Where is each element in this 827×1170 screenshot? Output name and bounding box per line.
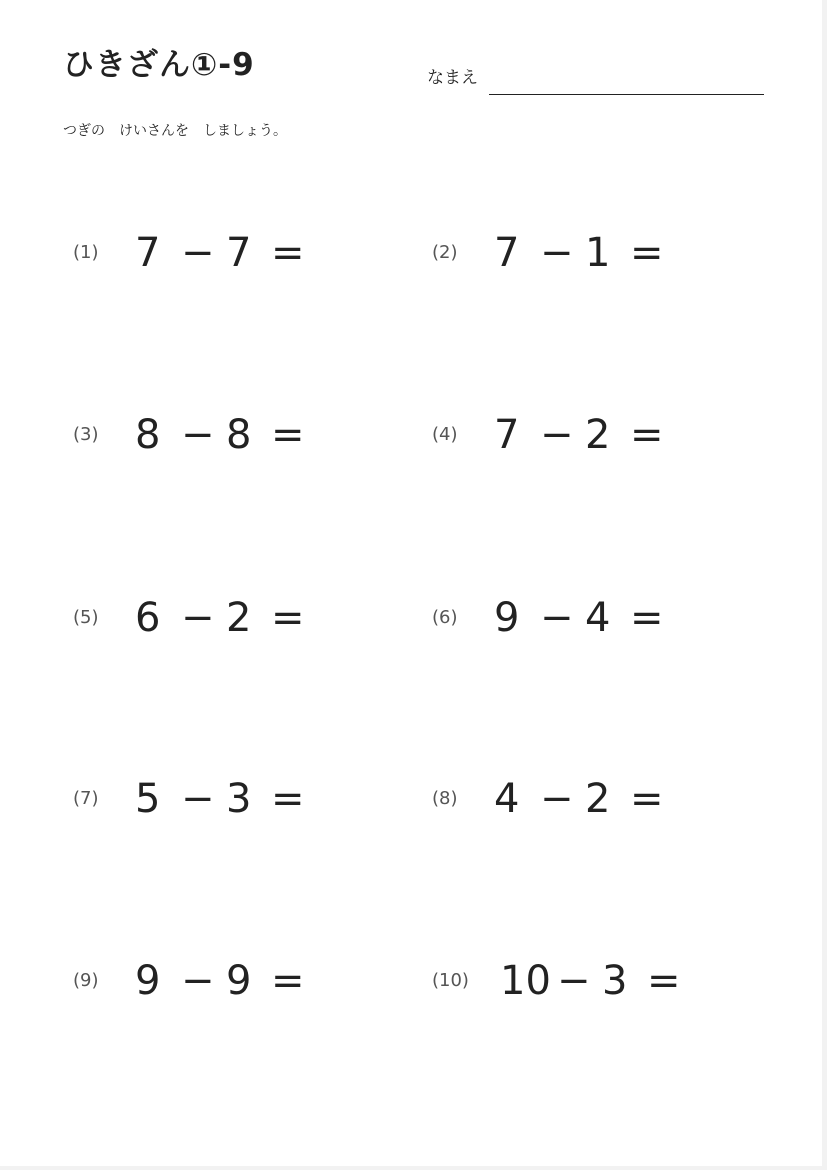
minuend: 8 [135, 412, 161, 458]
minus-sign: − [181, 595, 215, 641]
minuend: 5 [135, 776, 161, 822]
minuend: 7 [135, 230, 161, 276]
minus-sign: − [181, 412, 215, 458]
minus-sign: − [540, 776, 574, 822]
equals-sign: = [630, 776, 664, 822]
minuend: 9 [494, 595, 520, 641]
equals-sign: = [271, 958, 305, 1004]
minus-sign: − [181, 230, 215, 276]
subtrahend: 1 [585, 230, 611, 276]
problem-item [432, 412, 732, 462]
problem-number: (10) [432, 970, 469, 991]
problem-number: (6) [432, 607, 458, 628]
problem-number: (7) [73, 788, 99, 809]
problem-item [73, 958, 373, 1008]
problem-item [73, 595, 373, 645]
equals-sign: = [630, 412, 664, 458]
minus-sign: − [557, 958, 591, 1004]
subtrahend: 2 [585, 412, 611, 458]
problem-item [432, 958, 732, 1008]
minuend: 6 [135, 595, 161, 641]
problem-item [432, 230, 732, 280]
problem-number: (2) [432, 242, 458, 263]
minus-sign: − [540, 412, 574, 458]
instruction-text: つぎの けいさんを しましょう。 [63, 123, 287, 139]
minus-sign: − [181, 958, 215, 1004]
subtrahend: 3 [226, 776, 252, 822]
minuend: 7 [494, 230, 520, 276]
name-label: なまえ [427, 68, 478, 88]
equals-sign: = [271, 776, 305, 822]
minuend: 9 [135, 958, 161, 1004]
minus-sign: − [540, 595, 574, 641]
problem-number: (8) [432, 788, 458, 809]
subtrahend: 7 [226, 230, 252, 276]
subtrahend: 4 [585, 595, 611, 641]
problem-number: (9) [73, 970, 99, 991]
problem-item [432, 595, 732, 645]
minus-sign: − [540, 230, 574, 276]
minuend: 10 [500, 958, 551, 1004]
subtrahend: 9 [226, 958, 252, 1004]
problem-number: (4) [432, 424, 458, 445]
equals-sign: = [271, 412, 305, 458]
minuend: 4 [494, 776, 520, 822]
subtrahend: 2 [226, 595, 252, 641]
problem-item [73, 776, 373, 826]
equals-sign: = [630, 595, 664, 641]
subtrahend: 2 [585, 776, 611, 822]
equals-sign: = [271, 230, 305, 276]
page-title: ひきざん①-9 [63, 47, 255, 83]
problem-number: (5) [73, 607, 99, 628]
name-write-line [489, 94, 764, 95]
problem-item [73, 412, 373, 462]
problem-number: (3) [73, 424, 99, 445]
equals-sign: = [271, 595, 305, 641]
subtrahend: 3 [602, 958, 628, 1004]
minus-sign: − [181, 776, 215, 822]
problem-number: (1) [73, 242, 99, 263]
subtrahend: 8 [226, 412, 252, 458]
minuend: 7 [494, 412, 520, 458]
equals-sign: = [630, 230, 664, 276]
equals-sign: = [647, 958, 681, 1004]
problem-item [432, 776, 732, 826]
problem-item [73, 230, 373, 280]
